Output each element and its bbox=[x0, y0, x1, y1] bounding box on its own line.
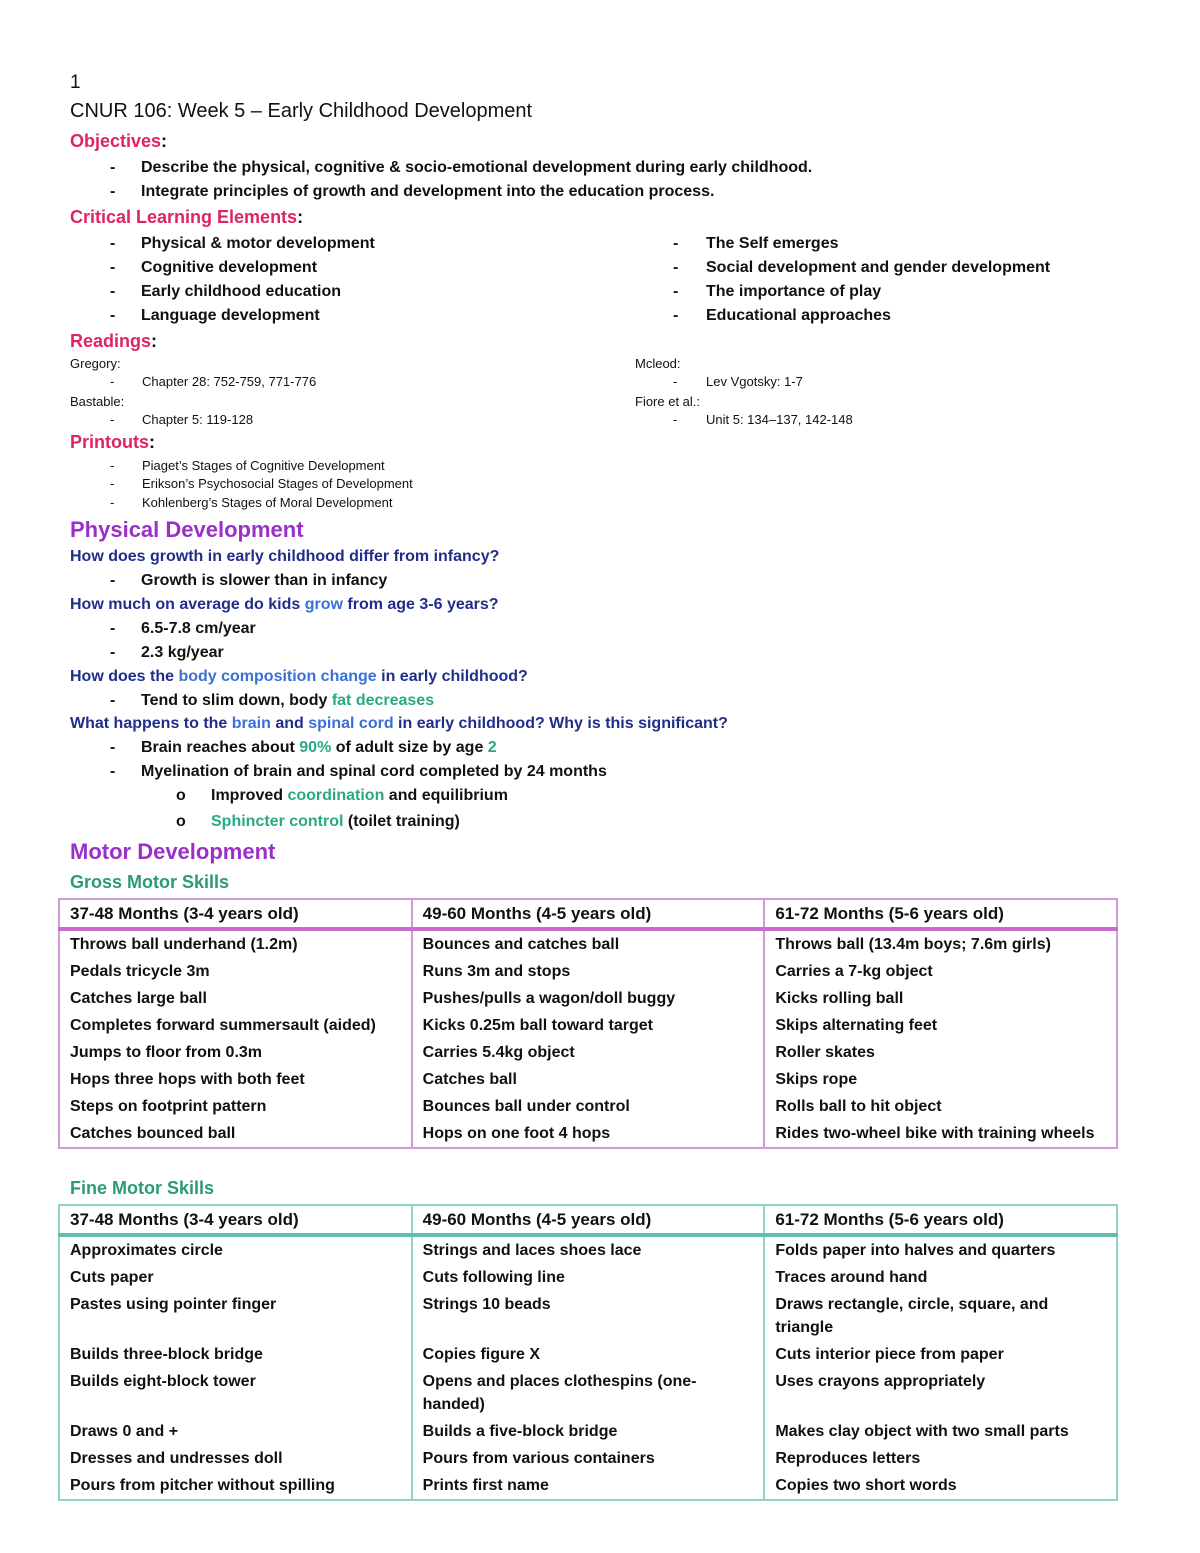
table-row bbox=[59, 1235, 1117, 1264]
table-row bbox=[59, 1120, 1117, 1148]
table-cell: Opens and places clothespins (one-handed) bbox=[412, 1368, 765, 1418]
table-cell: Strings and laces shoes lace bbox=[412, 1235, 765, 1264]
answer-item: - 2.3 kg/year bbox=[110, 644, 224, 661]
table-cell: Catches large ball bbox=[59, 985, 412, 1012]
column-header: 37-48 Months (3-4 years old) bbox=[59, 899, 412, 929]
critical-item: - The Self emerges bbox=[673, 235, 839, 252]
column-header: 61-72 Months (5-6 years old) bbox=[764, 1205, 1117, 1235]
critical-heading: Critical Learning Elements: bbox=[70, 207, 304, 227]
page-title: CNUR 106: Week 5 – Early Childhood Development bbox=[70, 100, 533, 122]
table-cell: Draws 0 and + bbox=[59, 1418, 412, 1445]
objective-item: - Integrate principles of growth and development into the education process. bbox=[110, 183, 715, 200]
question: How does growth in early childhood differ from infancy? bbox=[70, 548, 500, 565]
answer-item: - Brain reaches about 90% of adult size by age 2 bbox=[110, 739, 497, 756]
reading-source-label: Mcleod: bbox=[635, 356, 681, 371]
table-cell: Jumps to floor from 0.3m bbox=[59, 1039, 412, 1066]
physical-heading: Physical Development bbox=[70, 517, 304, 542]
table-cell: Dresses and undresses doll bbox=[59, 1445, 412, 1472]
table-cell: Rolls ball to hit object bbox=[764, 1093, 1117, 1120]
table-cell: Carries 5.4kg object bbox=[412, 1039, 765, 1066]
table-cell: Bounces ball under control bbox=[412, 1093, 765, 1120]
gross-motor-heading: Gross Motor Skills bbox=[70, 872, 230, 892]
table-cell: Catches bounced ball bbox=[59, 1120, 412, 1148]
table-cell: Throws ball underhand (1.2m) bbox=[59, 929, 412, 958]
table-cell: Steps on footprint pattern bbox=[59, 1093, 412, 1120]
critical-item: - Social development and gender development bbox=[673, 259, 1051, 276]
table-cell: Prints first name bbox=[412, 1472, 765, 1500]
table-cell: Completes forward summersault (aided) bbox=[59, 1012, 412, 1039]
table-cell: Pours from various containers bbox=[412, 1445, 765, 1472]
table-row bbox=[59, 1418, 1117, 1445]
reading-item: - Unit 5: 134–137, 142-148 bbox=[673, 412, 853, 427]
reading-source-label: Fiore et al.: bbox=[635, 394, 701, 409]
table-cell: Pedals tricycle 3m bbox=[59, 958, 412, 985]
printout-item: - Piaget’s Stages of Cognitive Development bbox=[110, 458, 385, 473]
critical-item: - Early childhood education bbox=[110, 283, 342, 300]
table-cell: Rides two-wheel bike with training wheels bbox=[764, 1120, 1117, 1148]
table-cell: Cuts interior piece from paper bbox=[764, 1341, 1117, 1368]
printouts-heading: Printouts: bbox=[70, 432, 155, 452]
answer-item: - Tend to slim down, body fat decreases bbox=[110, 692, 435, 709]
table-cell: Pours from pitcher without spilling bbox=[59, 1472, 412, 1500]
table-row bbox=[59, 1012, 1117, 1039]
table-row bbox=[59, 1291, 1117, 1341]
reading-item: - Chapter 28: 752-759, 771-776 bbox=[110, 374, 317, 389]
table-row bbox=[59, 1066, 1117, 1093]
column-header: 49-60 Months (4-5 years old) bbox=[412, 1205, 765, 1235]
table-row bbox=[59, 1264, 1117, 1291]
answer-item: - 6.5-7.8 cm/year bbox=[110, 620, 256, 637]
printout-item: - Erikson’s Psychosocial Stages of Development bbox=[110, 476, 413, 491]
table-cell: Throws ball (13.4m boys; 7.6m girls) bbox=[764, 929, 1117, 958]
table-cell: Runs 3m and stops bbox=[412, 958, 765, 985]
table-cell: Skips alternating feet bbox=[764, 1012, 1117, 1039]
critical-item: - Educational approaches bbox=[673, 307, 891, 324]
table-row bbox=[59, 1445, 1117, 1472]
table-cell: Hops on one foot 4 hops bbox=[412, 1120, 765, 1148]
table-cell: Builds eight-block tower bbox=[59, 1368, 412, 1418]
question: What happens to the brain and spinal cord in early childhood? Why is this significant? bbox=[70, 715, 728, 732]
answer-item: - Myelination of brain and spinal cord completed by 24 months bbox=[110, 763, 607, 780]
table-cell: Traces around hand bbox=[764, 1264, 1117, 1291]
question: How does the body composition change in early childhood? bbox=[70, 668, 528, 685]
table-cell: Strings 10 beads bbox=[412, 1291, 765, 1341]
fine-motor-heading: Fine Motor Skills bbox=[70, 1178, 215, 1198]
table-cell: Bounces and catches ball bbox=[412, 929, 765, 958]
table-cell: Makes clay object with two small parts bbox=[764, 1418, 1117, 1445]
critical-item: - The importance of play bbox=[673, 283, 882, 300]
printout-item: - Kohlenberg’s Stages of Moral Development bbox=[110, 495, 393, 510]
column-header: 37-48 Months (3-4 years old) bbox=[59, 1205, 412, 1235]
table-row bbox=[59, 1039, 1117, 1066]
table-row bbox=[59, 1472, 1117, 1500]
reading-item: - Lev Vgotsky: 1-7 bbox=[673, 374, 803, 389]
table-cell: Cuts following line bbox=[412, 1264, 765, 1291]
table-cell: Uses crayons appropriately bbox=[764, 1368, 1117, 1418]
readings-heading: Readings: bbox=[70, 331, 158, 351]
reading-source-label: Gregory: bbox=[70, 356, 121, 371]
table-cell: Builds a five-block bridge bbox=[412, 1418, 765, 1445]
table-row bbox=[59, 1093, 1117, 1120]
critical-item: - Cognitive development bbox=[110, 259, 318, 276]
table-cell: Catches ball bbox=[412, 1066, 765, 1093]
table-row bbox=[59, 1368, 1117, 1418]
answer-item: - Growth is slower than in infancy bbox=[110, 572, 388, 589]
table-cell: Approximates circle bbox=[59, 1235, 412, 1264]
table-header-row bbox=[59, 1205, 1117, 1235]
critical-item: - Physical & motor development bbox=[110, 235, 375, 252]
column-header: 61-72 Months (5-6 years old) bbox=[764, 899, 1117, 929]
table-cell: Pushes/pulls a wagon/doll buggy bbox=[412, 985, 765, 1012]
table-cell: Skips rope bbox=[764, 1066, 1117, 1093]
motor-heading: Motor Development bbox=[70, 839, 276, 864]
page-number: 1 bbox=[70, 72, 81, 93]
objectives-heading: Objectives: bbox=[70, 131, 168, 151]
table-cell: Roller skates bbox=[764, 1039, 1117, 1066]
sub-item: o Improved coordination and equilibrium bbox=[176, 787, 508, 804]
table-cell: Folds paper into halves and quarters bbox=[764, 1235, 1117, 1264]
objective-item: - Describe the physical, cognitive & socio-emotional development during early childhood. bbox=[110, 159, 813, 176]
table-cell: Draws rectangle, circle, square, and triangle bbox=[764, 1291, 1117, 1341]
gross-motor-table bbox=[58, 898, 1118, 1149]
table-header-row bbox=[59, 899, 1117, 929]
sub-item: o Sphincter control (toilet training) bbox=[176, 813, 460, 830]
question: How much on average do kids grow from age 3-6 years? bbox=[70, 596, 499, 613]
table-cell: Kicks 0.25m ball toward target bbox=[412, 1012, 765, 1039]
reading-item: - Chapter 5: 119-128 bbox=[110, 412, 254, 427]
table-cell: Cuts paper bbox=[59, 1264, 412, 1291]
table-row bbox=[59, 958, 1117, 985]
column-header: 49-60 Months (4-5 years old) bbox=[412, 899, 765, 929]
table-cell: Reproduces letters bbox=[764, 1445, 1117, 1472]
table-cell: Pastes using pointer finger bbox=[59, 1291, 412, 1341]
fine-motor-table bbox=[58, 1204, 1118, 1501]
table-cell: Carries a 7-kg object bbox=[764, 958, 1117, 985]
table-row bbox=[59, 985, 1117, 1012]
critical-item: - Language development bbox=[110, 307, 320, 324]
table-cell: Copies two short words bbox=[764, 1472, 1117, 1500]
table-cell: Builds three-block bridge bbox=[59, 1341, 412, 1368]
table-row bbox=[59, 929, 1117, 958]
table-cell: Copies figure X bbox=[412, 1341, 765, 1368]
table-cell: Hops three hops with both feet bbox=[59, 1066, 412, 1093]
reading-source-label: Bastable: bbox=[70, 394, 125, 409]
table-cell: Kicks rolling ball bbox=[764, 985, 1117, 1012]
table-row bbox=[59, 1341, 1117, 1368]
